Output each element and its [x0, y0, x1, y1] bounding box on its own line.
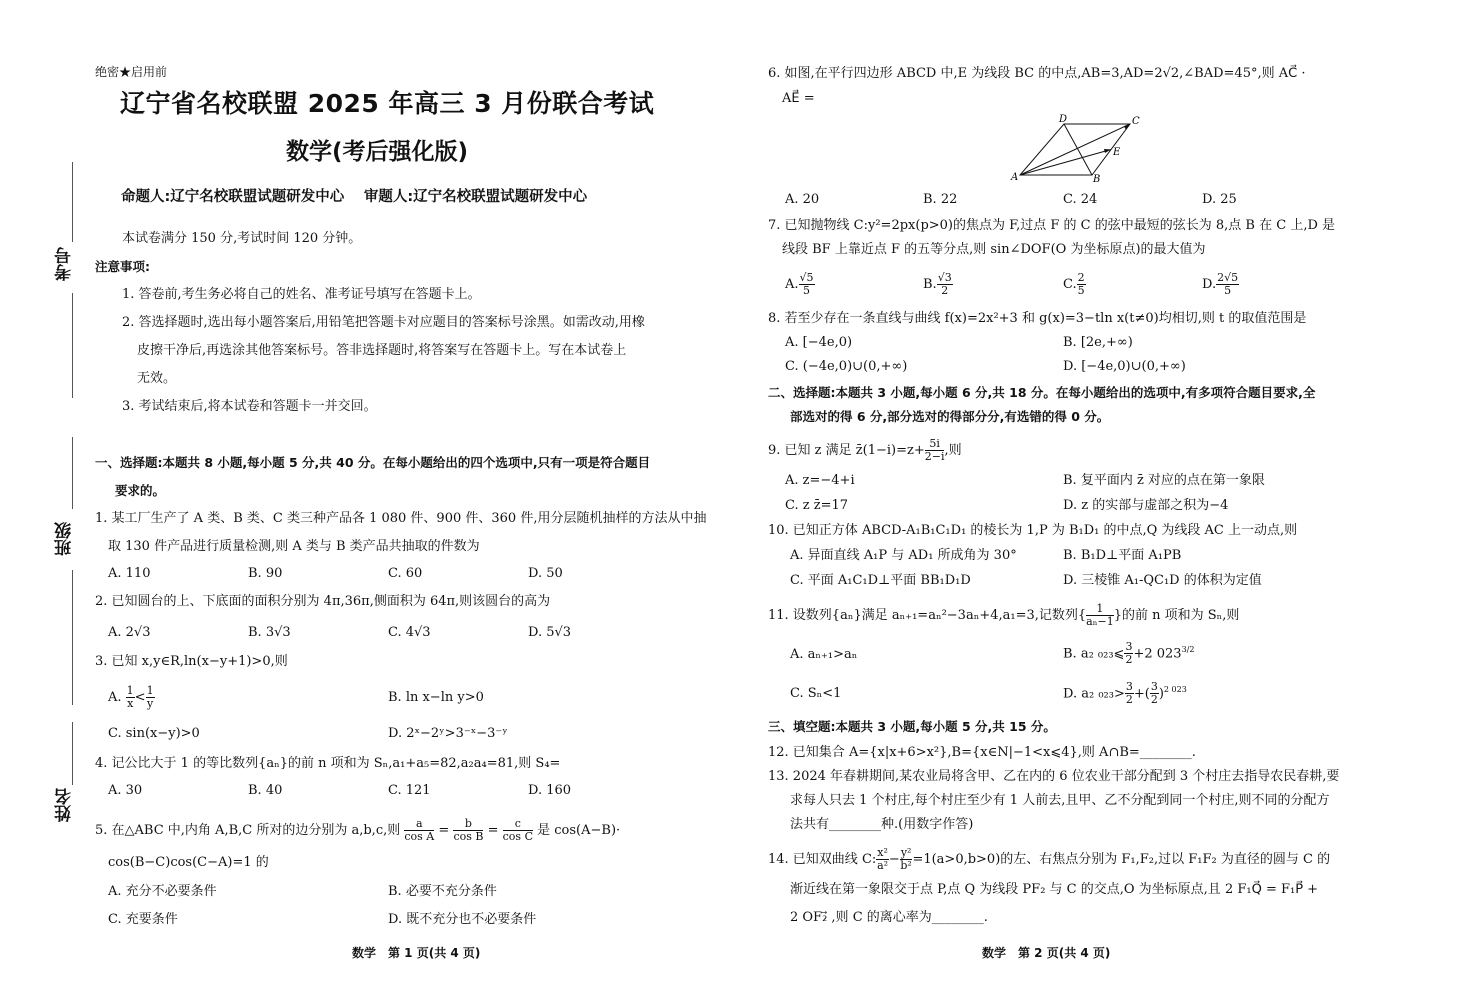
q3-stem: 3. 已知 x,y∈R,ln(x−y+1)>0,则 — [95, 654, 288, 669]
option-label: D. — [1202, 277, 1217, 292]
q10-option-a: A. 异面直线 A₁P 与 AD₁ 所成角为 30° — [790, 548, 1017, 563]
fraction — [146, 685, 155, 710]
q7-option-d — [1202, 272, 1239, 297]
page-footer: 数学 第 1 页(共 4 页) — [352, 946, 481, 960]
option-label: C. — [1063, 277, 1077, 292]
fraction — [937, 272, 953, 297]
fraction — [453, 818, 483, 843]
q1-option-d: D. 50 — [528, 566, 563, 581]
option-text: ) — [1158, 686, 1164, 702]
numerator: 2 — [1077, 271, 1085, 284]
q5-option-a: A. 充分不必要条件 — [108, 884, 217, 899]
numerator: √3 — [937, 271, 952, 284]
q5-option-b: B. 必要不充分条件 — [388, 884, 497, 899]
section-1-header: 要求的。 — [115, 483, 166, 498]
q14-stem: 渐近线在第一象限交于点 P,点 Q 为线段 PF₂ 与 C 的交点,O 为坐标原点,且 2 F₁Q⃗ = F₁P⃗ + — [790, 882, 1319, 897]
q6-option-a: A. 20 — [785, 192, 820, 207]
q11-stem-text: 的前 n 项和为 Sₙ,则 — [1121, 608, 1240, 623]
fraction — [1125, 681, 1134, 706]
option-text: +( — [1133, 686, 1150, 702]
fraction — [126, 685, 135, 710]
numerator: √5 — [799, 271, 814, 284]
label-e: E — [1113, 147, 1121, 158]
parallelogram-figure — [1000, 112, 1150, 184]
q8-option-a: A. [−4e,0) — [785, 335, 853, 350]
notice-item: 2. 答选择题时,选出每小题答案后,用铅笔把答题卡对应题目的答案标号涂黑。如需改动,用橡 — [122, 315, 645, 330]
q14-stem-text: − — [888, 852, 900, 867]
numerator: 1 — [146, 684, 154, 697]
denominator: 2 — [941, 284, 949, 297]
q13-stem: 法共有________种.(用数字作答) — [790, 817, 974, 832]
q1-option-a: A. 110 — [108, 566, 151, 581]
q4-stem: 4. 记公比大于 1 的等比数列{aₙ}的前 n 项和为 Sₙ,a₁+a₅=82,a₂a₄=81,则 S₄= — [95, 756, 561, 771]
q14-stem: 2 OF₂⃗ ,则 C 的离心率为________. — [790, 910, 988, 925]
q14-stem-text: =1(a>0,b>0)的左、右焦点分别为 F₁,F₂,过以 F₁F₂ 为直径的圆与 C 的 — [912, 852, 1331, 867]
fraction — [900, 847, 913, 872]
q7-stem: 7. 已知抛物线 C:y²=2px(p>0)的焦点为 F,过点 F 的 C 的弦中最短的弦长为 8,点 B 在 C 上,D 是 — [768, 218, 1336, 233]
denominator: cos A — [404, 830, 435, 843]
equals: = — [438, 823, 450, 838]
q3-option-b: B. ln x−ln y>0 — [388, 690, 484, 705]
exam-title: 辽宁省名校联盟 2025 年高三 3 月份联合考试 — [120, 89, 655, 118]
denominator: cos C — [502, 830, 533, 843]
numerator: 3 — [1150, 680, 1158, 694]
secret-label: 绝密★启用前 — [95, 65, 168, 79]
q2-option-c: C. 4√3 — [388, 625, 431, 640]
q2-stem: 2. 已知圆台的上、下底面的面积分别为 4π,36π,侧面积为 64π,则该圆台的高为 — [95, 594, 551, 609]
fraction — [1077, 272, 1086, 297]
q6-stem: 6. 如图,在平行四边形 ABCD 中,E 为线段 BC 的中点,AB=3,AD=2√2,∠BAD=45°,则 AC⃗ · — [768, 66, 1306, 81]
numerator: x² — [877, 846, 888, 859]
denominator: b² — [900, 859, 912, 872]
q5-stem-text: 是 cos(A−B)· — [537, 823, 621, 838]
denominator: 2 — [1125, 693, 1133, 707]
q14-stem — [768, 847, 1330, 872]
q6-option-d: D. 25 — [1202, 192, 1237, 207]
q1-stem: 取 130 件产品进行质量检测,则 A 类与 B 类产品共抽取的件数为 — [108, 539, 480, 554]
q8-option-c: C. (−4e,0)∪(0,+∞) — [785, 359, 908, 374]
label-d: D — [1059, 114, 1068, 125]
fraction — [1150, 681, 1159, 706]
q8-option-b: B. [2e,+∞) — [1063, 335, 1133, 350]
numerator: 5i — [925, 438, 945, 451]
q2-option-b: B. 3√3 — [248, 625, 291, 640]
denominator: 2 — [1150, 693, 1158, 707]
option-label: A. — [108, 690, 122, 705]
notice-item: 1. 答卷前,考生务必将自己的姓名、准考证号填写在答题卡上。 — [122, 287, 481, 302]
section-2-header: 部选对的得 6 分,部分选对的得部分分,有选错的得 0 分。 — [790, 409, 1110, 424]
q1-option-b: B. 90 — [248, 566, 283, 581]
q5-stem: cos(B−C)cos(C−A)=1 的 — [108, 855, 269, 870]
fraction — [876, 847, 889, 872]
fraction — [1216, 272, 1239, 297]
q6-option-c: C. 24 — [1063, 192, 1098, 207]
q9-option-c: C. z z̄=17 — [785, 498, 849, 513]
label-a: A — [1011, 172, 1019, 183]
q4-option-b: B. 40 — [248, 783, 283, 798]
q6-stem: AE⃗ = — [782, 91, 815, 106]
exponent: 2 023 — [1163, 685, 1187, 694]
q10-option-b: B. B₁D⊥平面 A₁PB — [1063, 548, 1182, 563]
side-divider — [72, 570, 73, 705]
side-label-xingming: 姓名 — [55, 788, 75, 822]
q5-option-d: D. 既不充分也不必要条件 — [388, 912, 537, 927]
q2-option-d: D. 5√3 — [528, 625, 572, 640]
denominator: x — [127, 697, 134, 710]
side-label-kaohao: 考号 — [55, 247, 75, 281]
q7-option-b — [923, 272, 953, 297]
q3-option-d: D. 2ˣ−2ʸ>3⁻ˣ−3⁻ʸ — [388, 726, 508, 741]
q8-option-d: D. [−4e,0)∪(0,+∞) — [1063, 359, 1186, 374]
q7-stem: 线段 BF 上靠近点 F 的五等分点,则 sin∠DOF(O 为坐标原点)的最大值为 — [782, 242, 1206, 257]
q11-option-b — [1063, 640, 1194, 666]
q1-option-c: C. 60 — [388, 566, 423, 581]
q11-option-a: A. aₙ₊₁>aₙ — [790, 647, 858, 662]
q7-option-c — [1063, 272, 1086, 297]
q5-stem-text: 5. 在△ABC 中,内角 A,B,C 所对的边分别为 a,b,c,则 — [95, 823, 401, 838]
numerator: 3 — [1125, 640, 1133, 654]
q3-option-c: C. sin(x−y)>0 — [108, 726, 200, 741]
denominator: 2 — [1125, 653, 1133, 667]
q4-option-a: A. 30 — [108, 783, 143, 798]
fraction — [799, 272, 815, 297]
label-b: B — [1093, 174, 1101, 184]
notice-item: 3. 考试结束后,将本试卷和答题卡一并交回。 — [122, 399, 377, 414]
section-3-header: 三、填空题:本题共 3 小题,每小题 5 分,共 15 分。 — [768, 719, 1056, 734]
denominator: 5 — [1224, 284, 1232, 297]
section-2-header: 二、选择题:本题共 3 小题,每小题 6 分,共 18 分。在每小题给出的选项中,有多项符合题目要求,全 — [768, 385, 1316, 400]
q5-stem — [95, 818, 620, 843]
side-divider — [72, 293, 73, 398]
diagonal-bd — [1064, 124, 1092, 175]
fraction — [503, 818, 533, 843]
denominator: aₙ−1 — [1086, 615, 1114, 628]
fraction — [925, 438, 945, 463]
q4-option-c: C. 121 — [388, 783, 431, 798]
q11-stem-text: 11. 设数列{aₙ}满足 aₙ₊₁=aₙ²−3aₙ+4,a₁=3,记数列 — [768, 608, 1078, 623]
q6-option-b: B. 22 — [923, 192, 958, 207]
denominator: a² — [877, 859, 889, 872]
numerator: 1 — [126, 684, 134, 697]
page-2 — [730, 0, 1459, 1006]
denominator: 5 — [803, 284, 811, 297]
q10-option-d: D. 三棱锥 A₁-QC₁D 的体积为定值 — [1063, 573, 1262, 588]
q10-stem: 10. 已知正方体 ABCD-A₁B₁C₁D₁ 的棱长为 1,P 为 B₁D₁ 的中点,Q 为线段 AC 上一动点,则 — [768, 523, 1298, 538]
q10-option-c: C. 平面 A₁C₁D⊥平面 BB₁D₁D — [790, 573, 971, 588]
notice-item: 无效。 — [137, 371, 177, 386]
option-text: B. a₂ ₀₂₃⩽ — [1063, 646, 1125, 662]
page-footer: 数学 第 2 页(共 4 页) — [982, 946, 1111, 960]
denominator: cos B — [453, 830, 484, 843]
option-text: +2 023 — [1133, 646, 1182, 662]
exam-intro: 本试卷满分 150 分,考试时间 120 分钟。 — [122, 231, 362, 246]
q9-stem-text: 9. 已知 z 满足 z̄(1−i)=z+ — [768, 443, 925, 458]
q9-option-b: B. 复平面内 z̄ 对应的点在第一象限 — [1063, 473, 1265, 488]
q5-option-c: C. 充要条件 — [108, 912, 178, 927]
q9-stem-text: ,则 — [944, 443, 962, 458]
q11-option-d — [1063, 680, 1187, 706]
denominator: 2−i — [924, 450, 945, 463]
notice-title: 注意事项: — [95, 259, 150, 274]
q8-stem: 8. 若至少存在一条直线与曲线 f(x)=2x²+3 和 g(x)=3−tln x(t≠0)均相切,则 t 的取值范围是 — [768, 311, 1307, 326]
section-1-header: 一、选择题:本题共 8 小题,每小题 5 分,共 40 分。在每小题给出的四个选项中,只有一项是符合题目 — [95, 455, 651, 470]
label-c: C — [1132, 116, 1140, 127]
q14-stem-text: 14. 已知双曲线 C: — [768, 852, 877, 867]
denominator: y — [146, 697, 154, 710]
q9-option-a: A. z=−4+i — [785, 473, 855, 488]
q11-option-c: C. Sₙ<1 — [790, 686, 842, 701]
q3-option-a — [108, 685, 155, 710]
side-divider — [72, 437, 73, 509]
q1-stem: 1. 某工厂生产了 A 类、B 类、C 类三种产品各 1 080 件、900 件、360 件,用分层随机抽样的方法从中抽 — [95, 511, 707, 526]
option-text: D. a₂ ₀₂₃> — [1063, 686, 1125, 702]
q9-option-d: D. z 的实部与虚部之积为−4 — [1063, 498, 1229, 513]
numerator: y² — [900, 846, 912, 859]
exponent: 3/2 — [1181, 645, 1195, 654]
numerator: b — [453, 818, 483, 831]
side-divider — [72, 722, 73, 785]
q7-option-a — [785, 272, 815, 297]
numerator: 1 — [1086, 603, 1114, 616]
denominator: 5 — [1077, 284, 1085, 297]
q2-option-a: A. 2√3 — [108, 625, 151, 640]
option-label: B. — [923, 277, 937, 292]
numerator: 2√5 — [1217, 271, 1239, 284]
q11-stem: 11. 设数列{aₙ}满足 aₙ₊₁=aₙ²−3aₙ+4,a₁=3,记数列{ $\frac{1}{\text{aₙ−1}}$ }的前 n 项和为 Sₙ,则 — [768, 602, 1240, 628]
equals: = — [487, 823, 499, 838]
numerator: c — [503, 818, 533, 831]
side-divider — [72, 162, 73, 242]
q9-stem — [768, 438, 962, 463]
segment-ae — [1020, 150, 1111, 176]
side-label-banji: 班级 — [55, 522, 75, 556]
numerator: a — [404, 818, 434, 831]
q4-option-d: D. 160 — [528, 783, 572, 798]
q13-stem: 求每人只去 1 个村庄,每个村庄至少有 1 人前去,且甲、乙不分配到同一个村庄,则不同的分配方 — [790, 793, 1330, 808]
authors-line: 命题人:辽宁名校联盟试题研发中心 审题人:辽宁名校联盟试题研发中心 — [121, 189, 588, 205]
notice-item: 皮擦干净后,再选涂其他答案标号。答非选择题时,将答案写在答题卡上。写在本试卷上 — [137, 343, 627, 358]
option-label: A. — [785, 277, 799, 292]
exam-subtitle: 数学(考后强化版) — [286, 139, 469, 165]
q12-stem: 12. 已知集合 A={x|x+6>x²},B={x∈N|−1<x⩽4},则 A∩B=________. — [768, 745, 1196, 760]
relation: < — [134, 690, 146, 705]
fraction — [1086, 603, 1114, 628]
fraction — [404, 818, 434, 843]
q13-stem: 13. 2024 年春耕期间,某农业局将含甲、乙在内的 6 位农业干部分配到 3 个村庄去指导农民春耕,要 — [768, 769, 1340, 784]
numerator: 3 — [1125, 680, 1133, 694]
